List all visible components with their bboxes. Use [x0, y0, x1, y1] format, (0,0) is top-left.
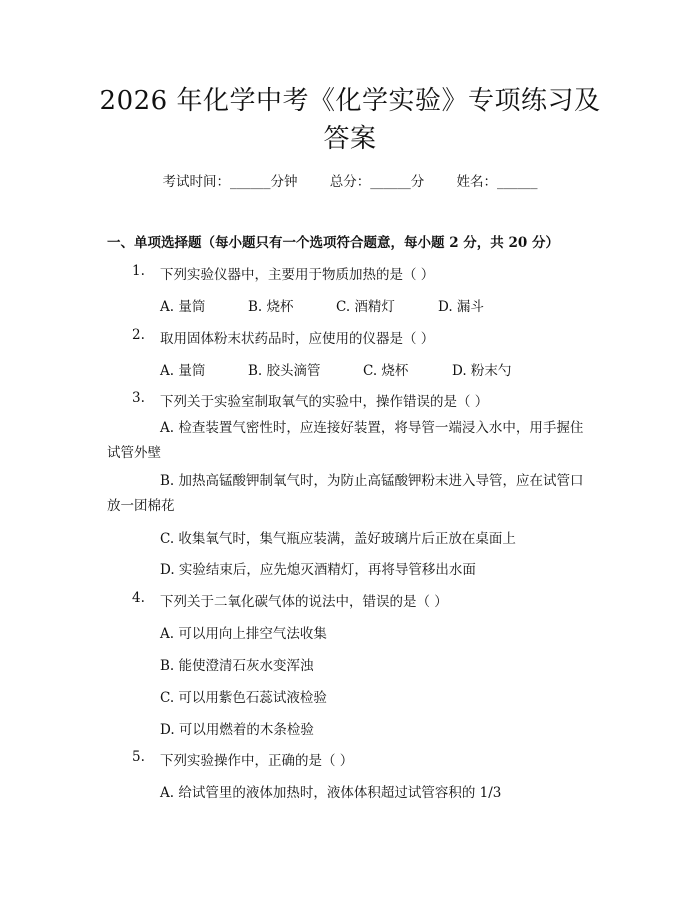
option-d: D. 漏斗 [438, 299, 484, 315]
exam-time-field: 考试时间：______分钟 [162, 174, 298, 190]
option-b: B. 烧杯 [248, 299, 294, 315]
option-d: D. 可以用燃着的木条检验 [160, 722, 314, 738]
option-b: B. 胶头滴管 [248, 363, 321, 379]
question-number: 5. [132, 749, 145, 765]
exam-info [0, 170, 700, 190]
section-heading: 一、单项选择题（每小题只有一个选项符合题意，每小题 2 分，共 20 分） [107, 235, 559, 251]
option-d: D. 实验结束后，应先熄灭酒精灯，再将导管移出水面 [160, 562, 476, 578]
question-text: 下列关于二氧化碳气体的说法中，错误的是（ ） [160, 594, 448, 610]
option-b: B. 加热高锰酸钾制氧气时，为防止高锰酸钾粉末进入导管，应在试管口放一团棉花 [107, 473, 584, 514]
option-a: A. 检查装置气密性时，应连接好装置，将导管一端浸入水中，用手握住试管外壁 [107, 420, 584, 461]
student-name-field: 姓名：______ [456, 174, 538, 190]
question-number: 1. [132, 263, 145, 279]
question-number: 4. [132, 590, 145, 606]
option-a: A. 给试管里的液体加热时，液体体积超过试管容积的 1/3 [160, 785, 502, 801]
option-a: A. 可以用向上排空气法收集 [160, 626, 327, 642]
question-text: 取用固体粉末状药品时，应使用的仪器是（ ） [160, 331, 435, 347]
option-a: A. 量筒 [160, 363, 206, 379]
option-c: C. 酒精灯 [336, 299, 395, 315]
option-b: B. 能使澄清石灰水变浑浊 [160, 658, 314, 674]
document-title: 2026 年化学中考《化学实验》专项练习及答案 [99, 86, 601, 154]
option-d: D. 粉末勺 [452, 363, 512, 379]
question-text: 下列实验操作中，正确的是（ ） [160, 753, 354, 769]
question-text: 下列关于实验室制取氧气的实验中，操作错误的是（ ） [160, 394, 489, 410]
question-number: 3. [132, 390, 145, 406]
option-a: A. 量筒 [160, 299, 206, 315]
option-c: C. 可以用紫色石蕊试液检验 [160, 690, 327, 706]
option-c: C. 收集氧气时，集气瓶应装满，盖好玻璃片后正放在桌面上 [160, 531, 516, 547]
option-c: C. 烧杯 [363, 363, 409, 379]
total-score-field: 总分：______分 [329, 174, 425, 190]
question-number: 2. [132, 327, 145, 343]
question-text: 下列实验仪器中，主要用于物质加热的是（ ） [160, 267, 435, 283]
